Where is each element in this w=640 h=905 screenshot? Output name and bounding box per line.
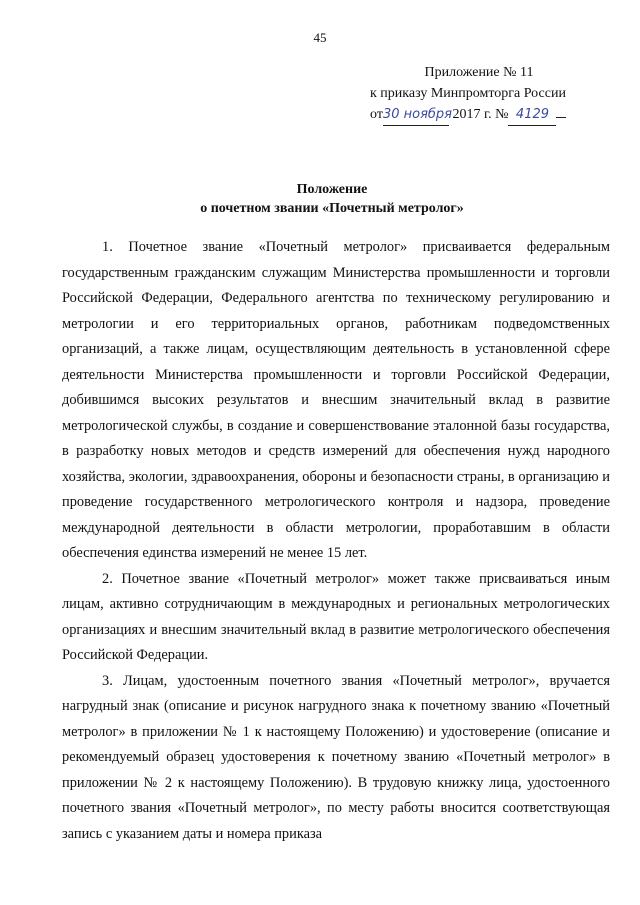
appendix-order-reference: к приказу Минпромторга России	[370, 86, 566, 101]
heading-title: Положение	[296, 182, 368, 197]
appendix-date-line	[360, 104, 590, 126]
page-number: 45	[313, 30, 327, 45]
appendix-title: Приложение № 11	[424, 65, 534, 80]
date-prefix: от	[370, 107, 383, 122]
document-heading	[0, 180, 640, 218]
document-body	[62, 235, 610, 847]
paragraph-2: 2. Почетное звание «Почетный метролог» может также присваиваться иным лицам, активно сотрудничающим в международных и региональных метрологических организациях и внесшим значительный вклад в развитие метрологического обеспечения Российской Федерации.	[62, 570, 610, 663]
appendix-block	[360, 62, 590, 126]
number-underline	[556, 117, 566, 118]
heading-subtitle: о почетном звании «Почетный метролог»	[200, 201, 464, 216]
paragraph-3: 3. Лицам, удостоенным почетного звания «Почетный метролог», вручается нагрудный знак (описание и рисунок нагрудного знака к почетному званию «Почетный метролог» в приложении № 1 к настоящему Положению) и удостоверение (описание и рекомендуемый образец удостоверения к почетному званию «Почетный метролог» в приложении № 2 к настоящему Положению). В трудовую книжку лица, удостоенного почетного звания «Почетный метролог», по месту работы вносится соответствующая запись с указанием даты и номера приказа	[62, 672, 610, 842]
year-and-number-label: 2017 г. №	[452, 107, 509, 122]
handwritten-date: 30 ноября	[383, 104, 449, 126]
paragraph-1: 1. Почетное звание «Почетный метролог» присваивается федеральным государственным гражданским служащим Министерства промышленности и торговли Российской Федерации, Федерального агентства по техническому регулированию и метрологии и его территориальных органов, работникам подведомственных организаций, а также лицам, осуществляющим деятельность в установленной сфере деятельности Министерства промышленности и торговли Российской Федерации, добившимся высоких результатов и внесшим значительный вклад в развитие метрологической службы, в создание и совершенствование эталонной базы государства, в разработку новых методов и средств измерений для обеспечения нужд народного хозяйства, экологии, здравоохранения, обороны и безопасности страны, в организацию и проведение государственного метрологического контроля и надзора, проведение международной деятельности в области метрологии, проработавшим в области обеспечения единства измерений не менее 15 лет.	[62, 239, 610, 561]
handwritten-order-number: 4129	[508, 104, 556, 126]
